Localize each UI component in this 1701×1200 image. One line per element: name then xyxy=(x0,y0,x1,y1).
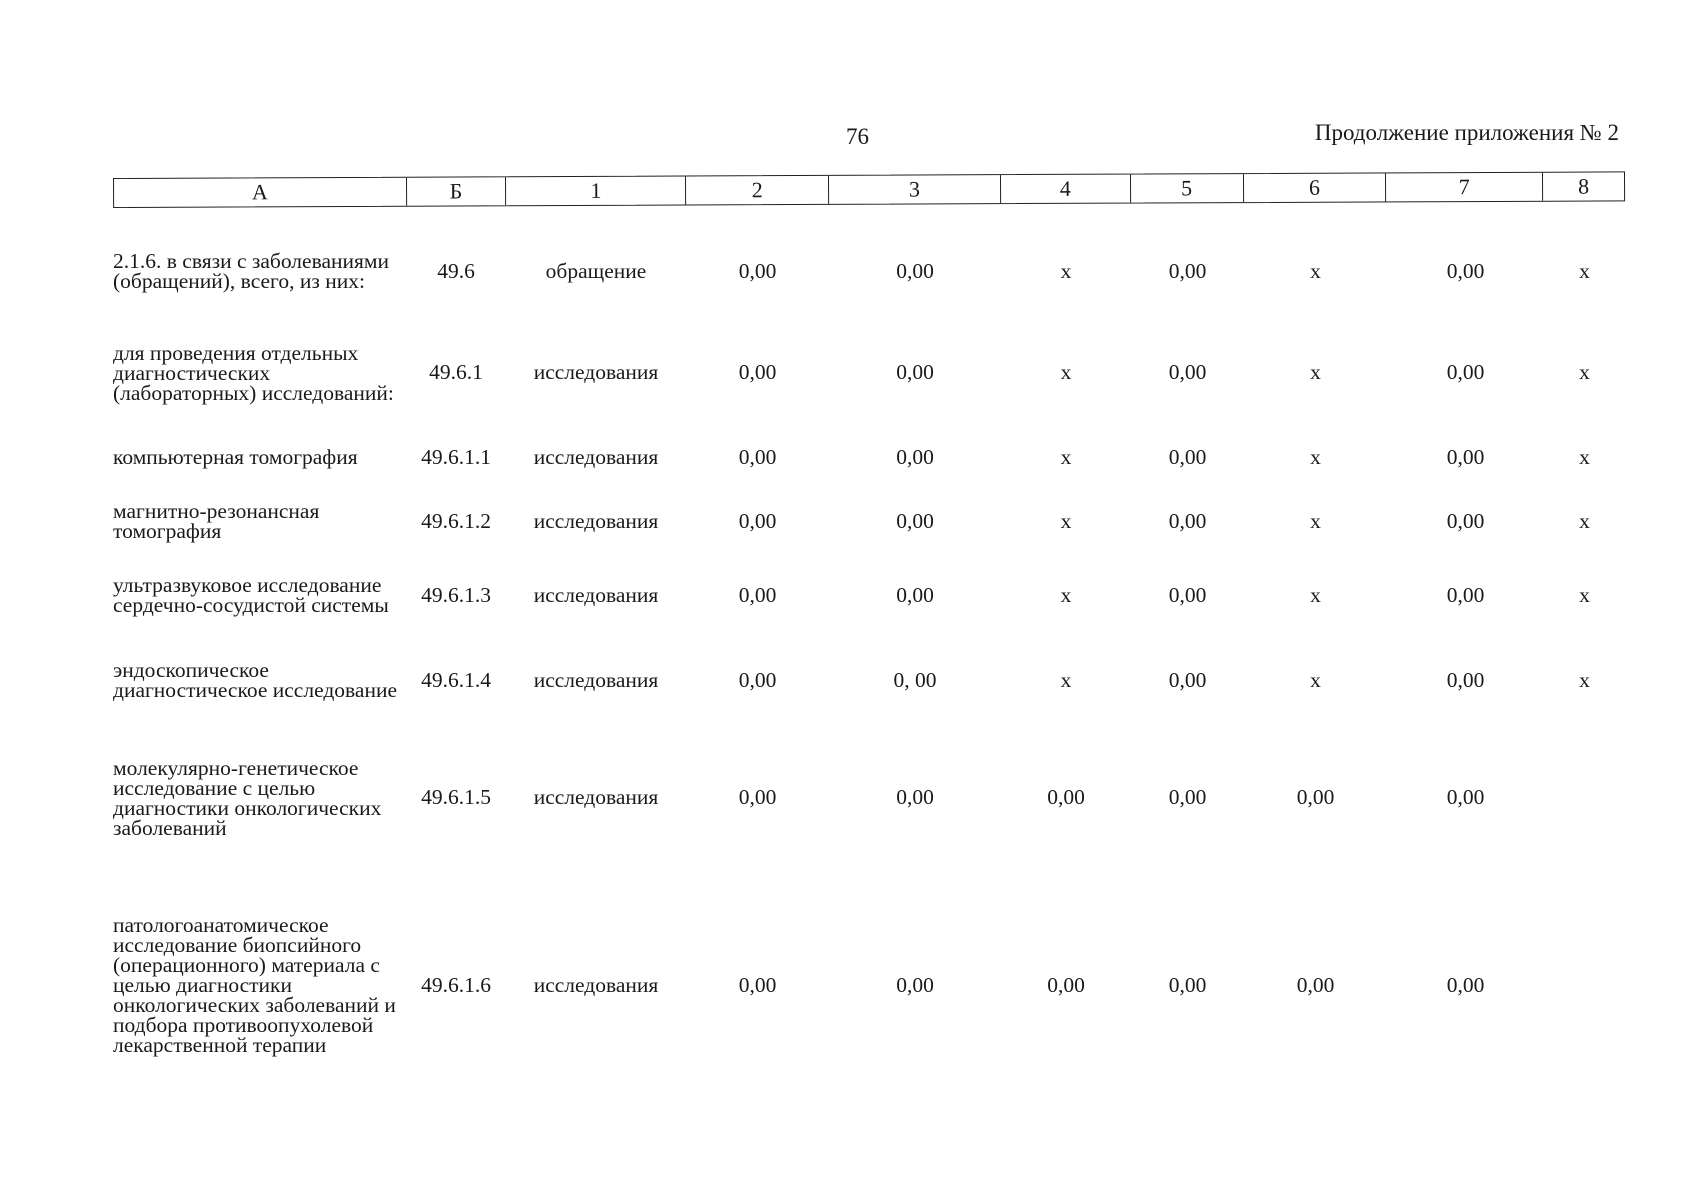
row-code: 49.6 xyxy=(437,258,475,283)
row-col-4: х xyxy=(1060,444,1072,469)
row-unit: обращение xyxy=(545,258,647,283)
row-col-2: 0,00 xyxy=(738,444,777,469)
row-code: 49.6.1.5 xyxy=(421,785,491,809)
row-col-8: х xyxy=(1579,444,1590,469)
header-col-b: Б xyxy=(407,177,507,205)
row-col-5: 0,00 xyxy=(1168,785,1207,809)
table-row xyxy=(113,496,1625,546)
table-row xyxy=(113,226,1625,316)
row-code: 49.6.1.3 xyxy=(421,582,491,607)
row-col-5: 0,00 xyxy=(1168,972,1207,997)
row-col-2: 0,00 xyxy=(738,508,777,533)
row-col-3: 0,00 xyxy=(896,785,934,809)
row-col-4: 0,00 xyxy=(1047,972,1085,997)
row-col-7: 0,00 xyxy=(1446,972,1485,997)
row-unit: исследования xyxy=(533,582,659,607)
row-col-4: х xyxy=(1060,258,1072,283)
row-col-3: 0,00 xyxy=(896,360,934,384)
row-code: 49.6.1 xyxy=(429,360,483,384)
row-col-3: 0,00 xyxy=(896,972,934,997)
row-col-2: 0,00 xyxy=(738,785,777,809)
header-col-7: 7 xyxy=(1386,173,1543,202)
row-col-8: х xyxy=(1579,258,1590,283)
table-row xyxy=(113,432,1625,482)
row-col-6: х xyxy=(1310,667,1321,692)
row-col-8: х xyxy=(1579,582,1590,607)
row-unit: исследования xyxy=(533,444,659,469)
table-header xyxy=(113,171,1625,208)
row-col-3: 0,00 xyxy=(896,444,934,469)
row-col-7: 0,00 xyxy=(1446,582,1485,607)
row-col-6: х xyxy=(1310,582,1321,607)
header-col-2: 2 xyxy=(686,176,829,205)
header-col-5: 5 xyxy=(1131,174,1244,202)
header-col-4: 4 xyxy=(1001,175,1131,204)
row-name: 2.1.6. в связи с заболеваниями (обращений), всего, из них: xyxy=(113,249,390,293)
row-name: ультразвуковое исследование сердечно-сосудистой системы xyxy=(113,573,389,617)
row-name: магнитно-резонансная томография xyxy=(113,499,320,543)
row-col-5: 0,00 xyxy=(1168,508,1207,533)
row-col-7: 0,00 xyxy=(1446,667,1485,692)
row-name: для проведения отдельных диагностических (лабораторных) исследований: xyxy=(113,340,394,405)
row-col-7: 0,00 xyxy=(1446,508,1485,533)
row-col-2: 0,00 xyxy=(738,582,777,607)
row-col-4: 0,00 xyxy=(1047,785,1085,809)
row-col-2: 0,00 xyxy=(738,972,777,997)
row-unit: исследования xyxy=(533,785,659,809)
row-col-3: 0,00 xyxy=(896,258,934,283)
table-row xyxy=(113,735,1625,860)
row-name: эндоскопическое диагностическое исследование xyxy=(113,658,397,702)
row-unit: исследования xyxy=(533,508,659,533)
row-col-6: х xyxy=(1310,258,1321,283)
row-col-7: 0,00 xyxy=(1446,785,1485,809)
header-col-3: 3 xyxy=(829,175,1001,204)
row-name: молекулярно-генетическое исследование с целью диагностики онкологических заболеваний xyxy=(113,755,382,840)
row-code: 49.6.1.2 xyxy=(421,508,491,533)
header-col-6: 6 xyxy=(1243,173,1386,202)
row-col-7: 0,00 xyxy=(1446,444,1485,469)
row-col-6: 0,00 xyxy=(1296,785,1335,809)
row-col-4: х xyxy=(1060,360,1072,384)
row-col-2: 0,00 xyxy=(738,258,777,283)
header-col-1: 1 xyxy=(506,176,686,205)
row-col-8: х xyxy=(1579,667,1590,692)
row-col-6: х xyxy=(1310,444,1321,469)
row-col-6: х xyxy=(1310,360,1321,384)
row-unit: исследования xyxy=(533,972,659,997)
row-col-7: 0,00 xyxy=(1446,258,1485,283)
row-col-5: 0,00 xyxy=(1168,444,1207,469)
row-name: патологоанатомическое исследование биопсийного (операционного) материала с целью диагностики онкологических заболеваний и подбора противоопухолевой лекарственной терапии xyxy=(113,913,396,1057)
appendix-continuation: Продолжение приложения № 2 xyxy=(1314,120,1619,145)
row-col-2: 0,00 xyxy=(738,667,777,692)
row-col-3: 0,00 xyxy=(896,508,934,533)
table-row xyxy=(113,880,1625,1090)
row-col-7: 0,00 xyxy=(1446,360,1485,384)
row-col-5: 0,00 xyxy=(1168,667,1207,692)
table-row xyxy=(113,320,1625,425)
row-col-6: 0,00 xyxy=(1296,972,1335,997)
row-col-5: 0,00 xyxy=(1168,258,1207,283)
row-code: 49.6.1.4 xyxy=(421,667,491,692)
header-col-8: 8 xyxy=(1578,173,1590,199)
row-col-8: х xyxy=(1579,360,1590,384)
row-code: 49.6.1.1 xyxy=(421,444,491,469)
row-col-3: 0,00 xyxy=(896,582,934,607)
row-col-8: х xyxy=(1579,508,1590,533)
row-col-6: х xyxy=(1310,508,1321,533)
table-row xyxy=(113,645,1625,715)
page-number: 76 xyxy=(846,124,869,149)
row-col-3: 0, 00 xyxy=(893,667,937,692)
row-col-2: 0,00 xyxy=(738,360,777,384)
row-name: компьютерная томография xyxy=(113,445,358,469)
row-col-5: 0,00 xyxy=(1168,582,1207,607)
header-col-a: А xyxy=(114,178,407,207)
row-unit: исследования xyxy=(533,360,659,384)
row-col-5: 0,00 xyxy=(1168,360,1207,384)
row-col-4: х xyxy=(1060,508,1072,533)
row-col-4: х xyxy=(1060,667,1072,692)
row-unit: исследования xyxy=(533,667,659,692)
table-row xyxy=(113,560,1625,630)
row-col-4: х xyxy=(1060,582,1072,607)
row-code: 49.6.1.6 xyxy=(421,972,491,997)
